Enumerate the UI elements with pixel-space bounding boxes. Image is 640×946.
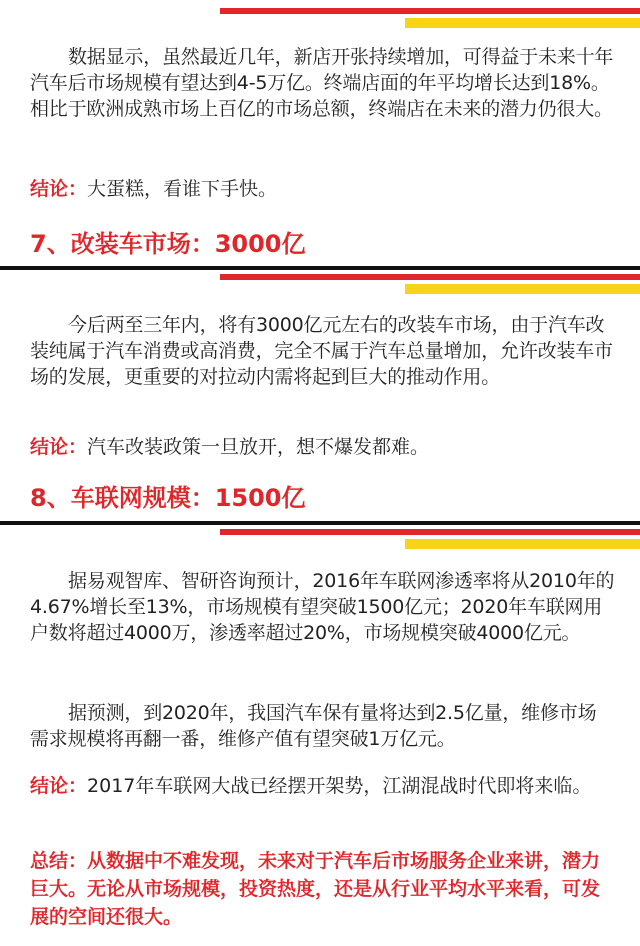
black-stripe	[0, 521, 640, 525]
red-stripe	[220, 274, 640, 280]
conclusion-text: 汽车改装政策一旦放开，想不爆发都难。	[87, 436, 430, 458]
conclusion-label: 结论：	[30, 775, 88, 797]
conclusion-label: 结论：	[30, 436, 88, 458]
intro-paragraph: 数据显示，虽然最近几年，新店开张持续增加，可得益于未来十年汽车后市场规模有望达到4-5万亿。终端店面的年平均增长达到18%。相比于欧洲成熟市场上百亿的市场总额，终端店在未来的潜力仍很大。	[30, 46, 614, 120]
section-7-heading: 7、改装车市场：3000亿	[30, 230, 306, 258]
conclusion-7	[30, 434, 620, 460]
red-stripe	[220, 529, 640, 535]
conclusion-8	[30, 773, 620, 799]
conclusion-text: 2017年车联网大战已经摆开架势，江湖混战时代即将来临。	[87, 775, 592, 797]
section-7-stripe-divider	[0, 266, 640, 306]
section-8-paragraph-2: 据预测，到2020年，我国汽车保有量将达到2.5亿量，维修市场需求规模将再翻一番，维修产值有望突破1万亿元。	[30, 702, 597, 750]
yellow-stripe	[405, 539, 640, 549]
top-stripe-divider	[0, 0, 640, 40]
black-stripe	[0, 266, 640, 270]
section-7-paragraph: 今后两至三年内，将有3000亿元左右的改装车市场，由于汽车改装纯属于汽车消费或高消费，完全不属于汽车总量增加，允许改装车市场的发展，更重要的对拉动内需将起到巨大的推动作用。	[30, 314, 613, 388]
section-8-paragraph-1: 据易观智库、智研咨询预计，2016年车联网渗透率将从2010年的4.67%增长至13%，市场规模有望突破1500亿元；2020年车联网用户数将超过4000万，渗透率超过20%，市场规模突破4000亿元。	[30, 570, 615, 644]
red-stripe	[220, 8, 640, 14]
summary-text: 总结：从数据中不难发现，未来对于汽车后市场服务企业来讲，潜力巨大。无论从市场规模，投资热度，还是从行业平均水平来看，可发展的空间还很大。	[30, 850, 601, 928]
yellow-stripe	[405, 284, 640, 294]
section-8-stripe-divider	[0, 521, 640, 561]
conclusion-1	[30, 176, 620, 202]
conclusion-label: 结论：	[30, 178, 88, 200]
conclusion-text: 大蛋糕，看谁下手快。	[87, 178, 278, 200]
yellow-stripe	[405, 18, 640, 28]
section-8-heading: 8、车联网规模：1500亿	[30, 484, 306, 512]
